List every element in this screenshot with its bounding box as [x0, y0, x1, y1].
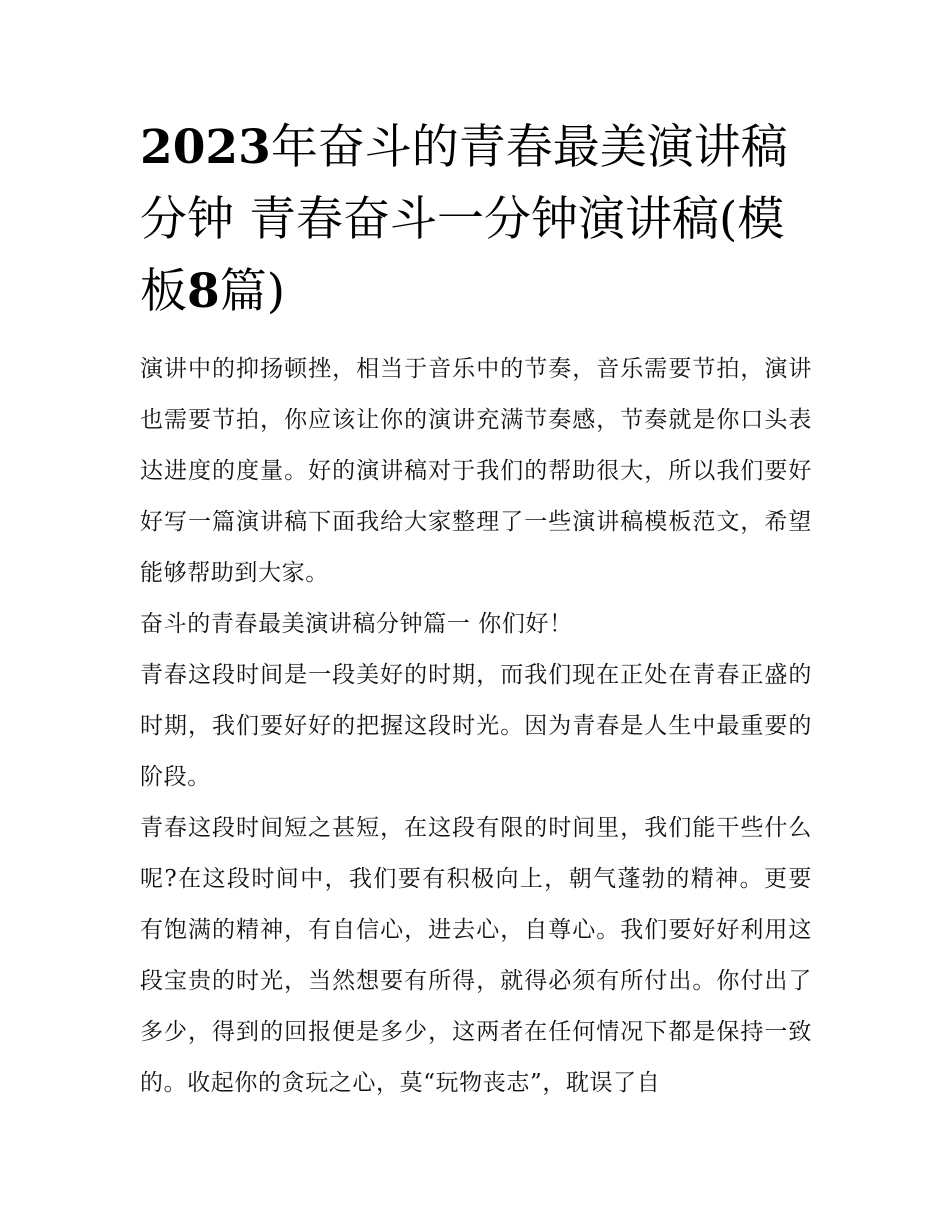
title-number: 8	[187, 264, 220, 319]
title-year: 2023	[140, 120, 271, 175]
title-text-part2: 篇)	[219, 264, 286, 319]
paragraph-body-2: 青春这段时间短之甚短，在这段有限的时间里，我们能干些什么呢?在这段时间中，我们要有积极向上，朝气蓬勃的精神。更要有饱满的精神，有自信心，进去心，自尊心。我们要好好利用这段宝贵的时光，当然想要有所得，就得必须有所付出。你付出了多少，得到的回报便是多少，这两者在任何情况下都是保持一致的。收起你的贪玩之心，莫“玩物丧志”，耽误了自	[140, 815, 812, 1096]
title-text-part1: 年奋斗的青春最美演讲稿分钟 青春奋斗一分钟演讲稿(模板	[140, 120, 788, 319]
paragraph-body-1: 青春这段时间是一段美好的时期，而我们现在正处在青春正盛的时期，我们要好好的把握这段时光。因为青春是人生中最重要的阶段。	[140, 662, 812, 790]
document-title	[140, 112, 812, 328]
document-content	[140, 112, 812, 1109]
paragraph-section-heading: 奋斗的青春最美演讲稿分钟篇一 你们好！	[140, 611, 573, 637]
paragraph-intro: 演讲中的抑扬顿挫，相当于音乐中的节奏，音乐需要节拍，演讲也需要节拍，你应该让你的演讲充满节奏感，节奏就是你口头表达进度的度量。好的演讲稿对于我们的帮助很大，所以我们要好好写一篇演讲稿下面我给大家整理了一些演讲稿模板范文，希望能够帮助到大家。	[140, 356, 812, 586]
